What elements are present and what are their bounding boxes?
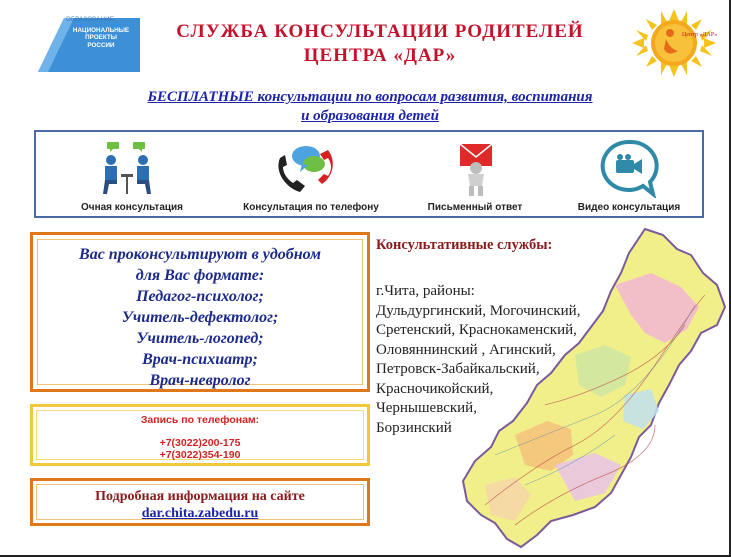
specialists-intro: Вас проконсультируют в удобном [79, 246, 321, 263]
services-line: Дульдургинский, Могочинский, [376, 302, 581, 319]
site-inner-frame [36, 484, 364, 520]
phone-number[interactable]: +7(3022)200-175 [159, 436, 241, 449]
title-line-2: ЦЕНТРА «ДАР» [303, 45, 457, 66]
logo-top-label: ОБРАЗОВАНИЕ [66, 17, 115, 23]
specialist-item: Учитель-дефектолог; [121, 309, 279, 326]
site-box [30, 478, 370, 526]
spacer [37, 427, 363, 437]
phones-label: Запись по телефонам: [140, 414, 260, 426]
subtitle [90, 88, 650, 126]
services-line: Оловяннинский , Агинский, [376, 341, 556, 358]
services-line: Чернышевский, [376, 400, 477, 416]
video-camera-icon [594, 138, 664, 198]
format-in-person [42, 132, 222, 216]
page-title [150, 20, 610, 68]
format-phone [222, 132, 400, 216]
format-label: Письменный ответ [427, 202, 523, 213]
logo-line: НАЦИОНАЛЬНЫЕ [72, 27, 130, 34]
phones-box [30, 404, 370, 466]
specialist-item: Педагог-психолог; [136, 288, 264, 305]
services-line: Борзинский [376, 419, 452, 436]
subtitle-line-2: и образования детей [301, 108, 439, 124]
people-talking-icon [87, 138, 177, 198]
format-written [400, 132, 550, 216]
emblem-label: Центр «ДАР» [682, 32, 718, 38]
person-envelope-icon [440, 138, 510, 198]
format-label: Очная консультация [80, 202, 184, 213]
specialists-box [30, 232, 370, 392]
logo-line: ПРОЕКТЫ [85, 34, 117, 42]
subtitle-line-1: БЕСПЛАТНЫЕ консультации по вопросам развития, воспитания [147, 89, 593, 105]
services-line: Сретенский, Краснокаменский, [376, 322, 577, 338]
services-line: Петровск-Забайкальский, [376, 361, 540, 377]
specialists-intro: для Вас формате: [135, 267, 265, 284]
specialists-list [38, 244, 362, 391]
phones-inner-frame [36, 410, 364, 460]
services-line: г.Чита, районы: [376, 283, 475, 299]
format-label: Консультация по телефону [243, 202, 379, 213]
specialist-item: Врач-психиатр; [142, 351, 258, 368]
phone-chat-icon [266, 138, 356, 198]
specialist-item: Врач-невролог [149, 372, 251, 389]
services-list [376, 282, 636, 438]
specialist-item: Учитель-логопед; [136, 330, 264, 347]
site-link[interactable]: dar.chita.zabedu.ru [141, 506, 259, 521]
logo-line: РОССИИ [87, 41, 115, 49]
format-label: Видео консультация [577, 202, 681, 213]
title-line-1: СЛУЖБА КОНСУЛЬТАЦИИ РОДИТЕЛЕЙ [176, 21, 584, 42]
site-label: Подробная информация на сайте [95, 489, 305, 504]
specialists-inner-frame [37, 239, 363, 389]
sun-emblem-icon [630, 8, 718, 78]
logo-text [62, 27, 140, 49]
services-line: Красночикойский, [376, 380, 494, 397]
consultation-formats-panel [34, 130, 704, 218]
phone-number[interactable]: +7(3022)354-190 [159, 449, 241, 461]
format-video [554, 132, 704, 216]
services-title: Консультативные службы: [376, 237, 553, 253]
